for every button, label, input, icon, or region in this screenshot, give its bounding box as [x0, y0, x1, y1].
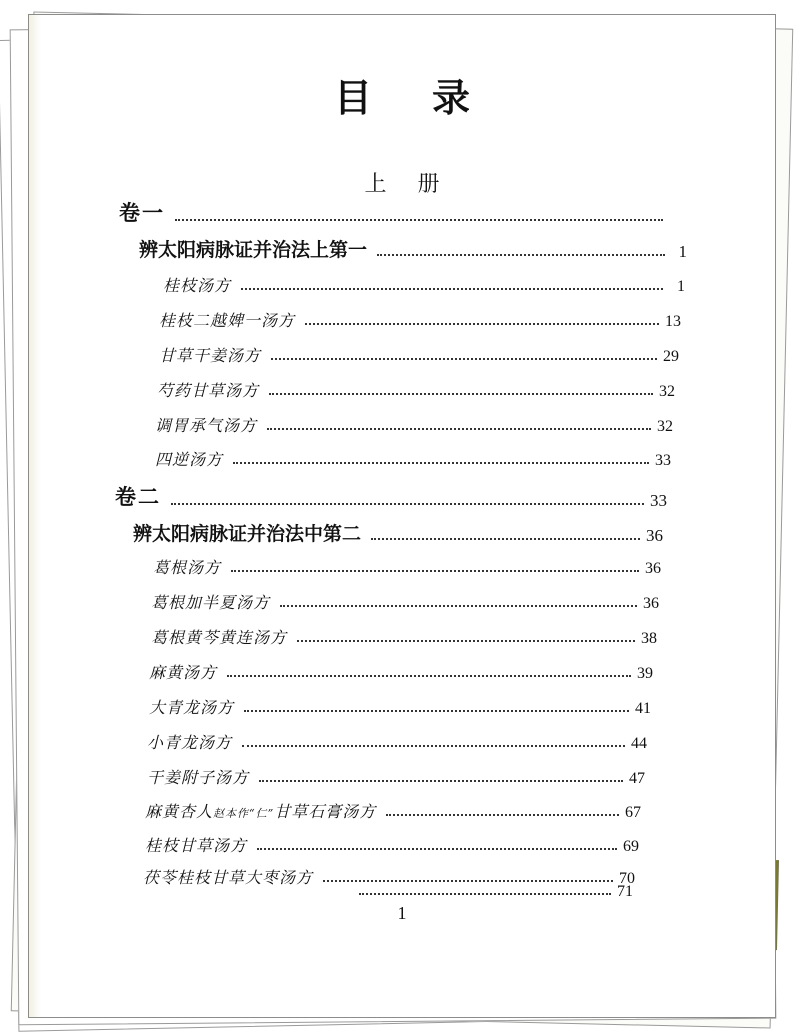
- page-crease: [29, 15, 41, 1017]
- toc-entry-page: 32: [657, 418, 673, 435]
- leader-dots: [269, 393, 653, 395]
- toc-entry-label: 四逆汤方: [155, 450, 224, 469]
- toc-entry-label: 桂枝汤方: [163, 276, 232, 295]
- toc-entry: [159, 308, 681, 331]
- leader-dots: [227, 675, 631, 677]
- leader-dots: [271, 358, 657, 360]
- volume-heading: 上 册: [364, 172, 452, 197]
- toc-entry-label: 小青龙汤方: [147, 733, 233, 752]
- toc-entry: [119, 197, 685, 227]
- toc-entry: [155, 447, 671, 470]
- toc-entry-label: 葛根加半夏汤方: [151, 593, 271, 612]
- toc-entry-page: 47: [629, 770, 645, 787]
- leader-dots: [305, 323, 659, 325]
- toc-entry-page: 1: [678, 242, 687, 261]
- toc-entry: [151, 625, 657, 648]
- toc-entry-page: 36: [645, 560, 661, 577]
- toc-entry-page: 39: [637, 665, 653, 682]
- leader-dots: [323, 880, 613, 882]
- toc-entry-label: 麻黄汤方: [149, 663, 218, 682]
- toc-entry-label: 葛根黄芩黄连汤方: [151, 628, 288, 647]
- toc-entry-page: 32: [659, 383, 675, 400]
- toc-entry-page: 1: [677, 278, 685, 295]
- toc-entry: [133, 519, 663, 546]
- toc-entry-label-part: 麻黄杏人: [145, 802, 214, 821]
- toc-entry: [147, 730, 647, 753]
- toc-entry-page: 41: [635, 700, 651, 717]
- toc-entry-page: 36: [643, 595, 659, 612]
- toc-entry-label: 甘草干姜汤方: [159, 346, 262, 365]
- toc-entry: [155, 413, 673, 436]
- toc-entry: [163, 273, 685, 296]
- toc-entry-label: [145, 799, 376, 822]
- toc-entry-label: 干姜附子汤方: [147, 768, 250, 787]
- toc-entry-label: 桂枝二越婢一汤方: [159, 311, 296, 330]
- leader-dots: [242, 745, 625, 747]
- toc-page: [28, 14, 776, 1018]
- toc-entry-page: 71: [617, 883, 633, 900]
- toc-entry-label: 桂枝甘草汤方: [145, 836, 248, 855]
- leader-dots: [257, 848, 617, 850]
- leader-dots: [386, 814, 619, 816]
- page-number: 1: [397, 903, 407, 923]
- toc-entry-label: 辨太阳病脉证并治法中第二: [133, 523, 362, 545]
- toc-entry: [147, 765, 645, 788]
- toc-entry-page: 44: [631, 735, 647, 752]
- leader-dots: [359, 893, 611, 895]
- toc-entry-label: 葛根汤方: [153, 558, 222, 577]
- toc-entry-page: 69: [623, 838, 639, 855]
- leader-dots: [377, 254, 665, 256]
- toc-entry: [157, 378, 675, 401]
- toc-entry-label: 调胃承气汤方: [155, 416, 258, 435]
- toc-entry: [159, 343, 679, 366]
- toc-title: 目录: [333, 75, 530, 120]
- toc-entry-label: 辨太阳病脉证并治法上第一: [139, 239, 368, 261]
- toc-entry: [145, 799, 641, 822]
- toc-entry: [149, 695, 651, 718]
- leader-dots: [171, 503, 644, 505]
- toc-entry-page: 29: [663, 348, 679, 365]
- leader-dots: [280, 605, 637, 607]
- toc-entry-page: 13: [665, 313, 681, 330]
- toc-entry-page: 70: [619, 870, 635, 887]
- toc-entry-page: 67: [625, 804, 641, 821]
- leader-dots: [241, 288, 663, 290]
- leader-dots: [244, 710, 629, 712]
- toc-entry-note: 赵本作“仁”: [213, 807, 275, 820]
- leader-dots: [297, 640, 635, 642]
- leader-dots: [233, 462, 649, 464]
- toc-entry-page: 38: [641, 630, 657, 647]
- toc-entry: [115, 481, 667, 511]
- toc-entry: [349, 883, 633, 901]
- toc-entry-page: 33: [650, 491, 667, 510]
- leader-dots: [267, 428, 651, 430]
- toc-entry-label: 芍药甘草汤方: [157, 381, 260, 400]
- toc-entry-label: 茯苓桂枝甘草大枣汤方: [143, 868, 314, 887]
- toc-entry-label: 卷一: [119, 200, 165, 225]
- toc-entry: [145, 833, 639, 856]
- toc-entry-page: 36: [646, 526, 663, 545]
- toc-entry: [139, 235, 687, 262]
- leader-dots: [259, 780, 623, 782]
- toc-entry-page: 33: [655, 452, 671, 469]
- toc-entry: [149, 660, 653, 683]
- leader-dots: [175, 219, 663, 221]
- toc-entry: [151, 590, 659, 613]
- leader-dots: [231, 570, 639, 572]
- toc-entry-label: 卷二: [115, 484, 161, 509]
- toc-entry-label-part: 甘草石膏汤方: [274, 802, 377, 821]
- leader-dots: [371, 538, 640, 540]
- toc-entry-label: 大青龙汤方: [149, 698, 235, 717]
- toc-entry: [153, 555, 661, 578]
